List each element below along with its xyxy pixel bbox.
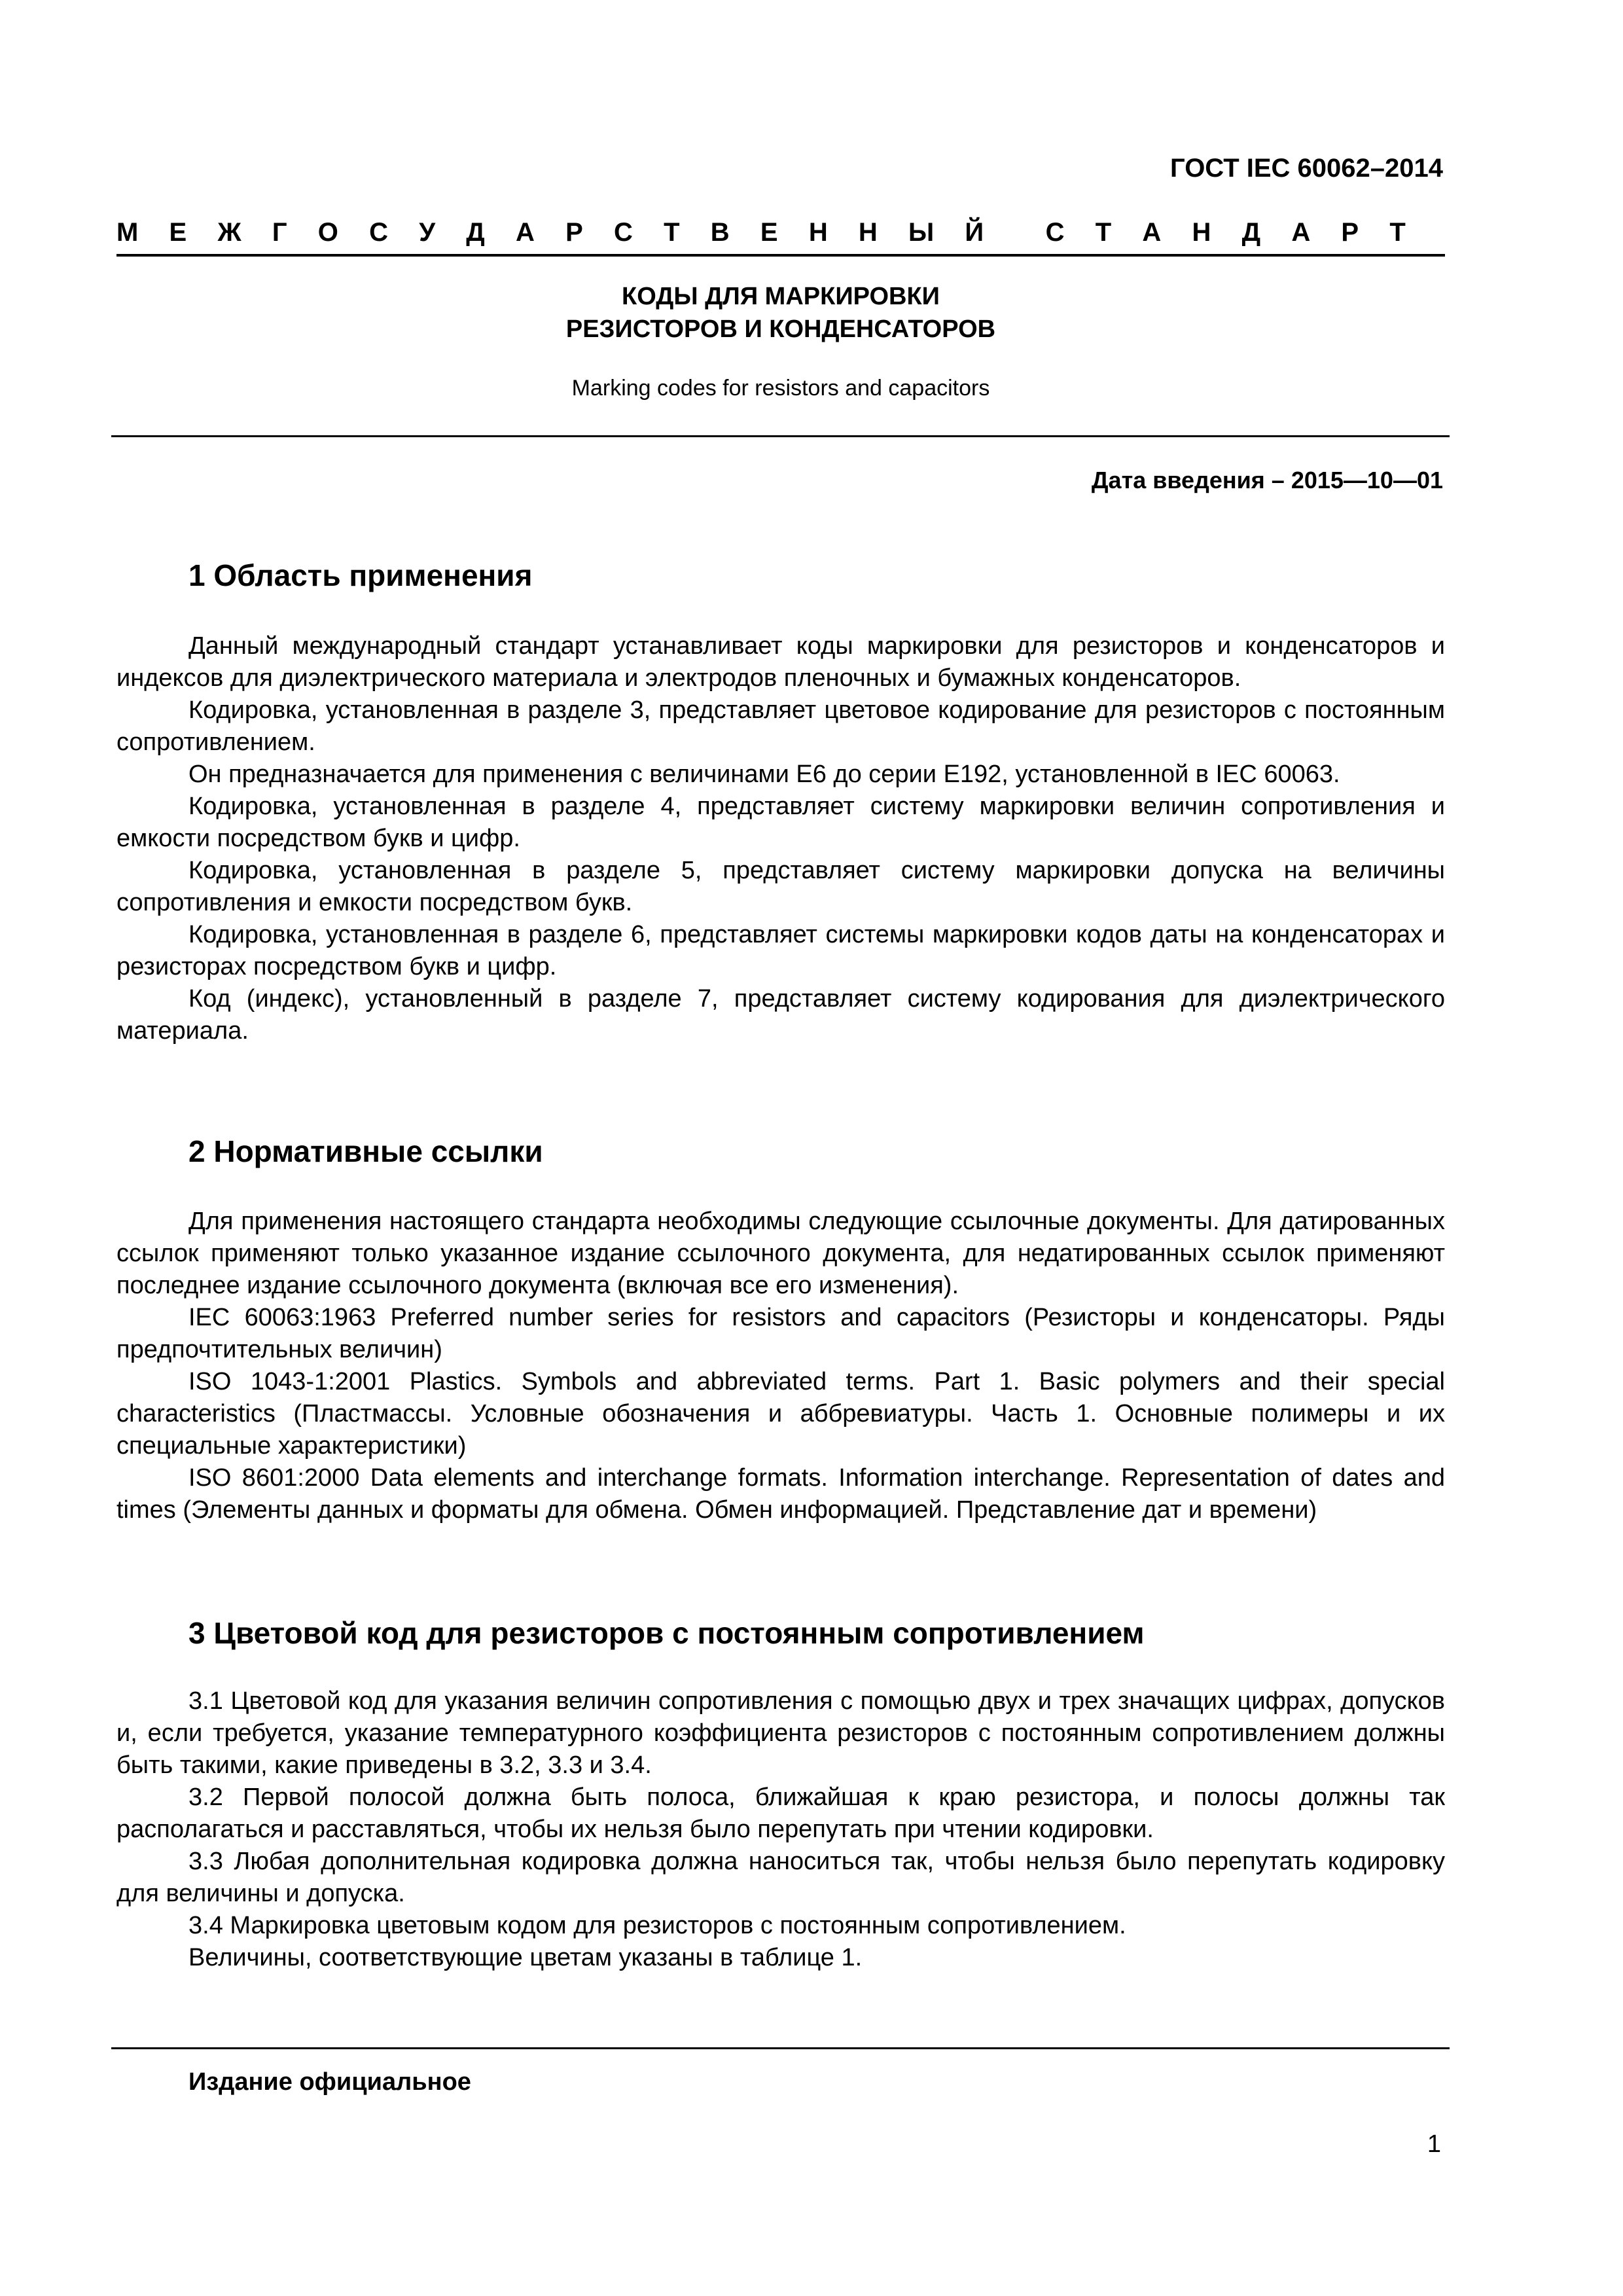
title-line-1: КОДЫ ДЛЯ МАРКИРОВКИ xyxy=(622,283,940,310)
heading-letter: Н xyxy=(858,218,878,247)
gost-number: ГОСТ IEC 60062–2014 xyxy=(1170,154,1443,183)
heading-letter: В xyxy=(710,218,730,247)
paragraph: ISO 1043-1:2001 Plastics. Symbols and abbreviated terms. Part 1. Basic polymers and their special characteristics (Пластмассы. Условные обозначения и аббревиатуры. Часть 1. Основные полимеры и их специальные характеристики) xyxy=(116,1368,1445,1460)
heading-letter: Ж xyxy=(217,218,241,247)
intro-date: Дата введения – 2015—10—01 xyxy=(1091,467,1443,493)
heading-letter: Н xyxy=(808,218,828,247)
paragraph: Кодировка, установленная в разделе 3, представляет цветовое кодирование для резисторов с постоянным сопротивлением. xyxy=(116,696,1445,756)
title-rule xyxy=(111,435,1450,437)
section-2-body xyxy=(116,1206,1445,1526)
heading-letter: М xyxy=(116,218,139,247)
paragraph: Для применения настоящего стандарта необходимы следующие ссылочные документы. Для датированных ссылок применяют только указанное издание ссылочного документа, для недатированных ссылок применяют последнее издание ссылочного документа (включая все его изменения). xyxy=(116,1208,1445,1299)
heading-letter: О xyxy=(317,218,338,247)
heading-letter: Ы xyxy=(908,218,935,247)
section-1-heading: 1 Область применения xyxy=(188,558,533,592)
title-english: Marking codes for resistors and capacitors xyxy=(571,376,990,401)
heading-letter: С xyxy=(369,218,388,247)
heading-letter: А xyxy=(516,218,535,247)
heading-letter: Т xyxy=(1389,218,1406,247)
heading-letter: Н xyxy=(1192,218,1211,247)
paragraph: 3.3 Любая дополнительная кодировка должна наноситься так, чтобы нельзя было перепутать кодировку для величины и допуска. xyxy=(116,1848,1445,1907)
edition-label: Издание официальное xyxy=(188,2068,471,2096)
section-3-heading: 3 Цветовой код для резисторов с постоянным сопротивлением xyxy=(188,1616,1145,1650)
heading-letter: Р xyxy=(565,218,583,247)
title-line-2: РЕЗИСТОРОВ И КОНДЕНСАТОРОВ xyxy=(565,315,996,343)
heading-letter: У xyxy=(419,218,436,247)
paragraph: IEC 60063:1963 Preferred number series for resistors and capacitors (Резисторы и конденсаторы. Ряды предпочтительных величин) xyxy=(116,1304,1445,1363)
paragraph: Величины, соответствующие цветам указаны в таблице 1. xyxy=(188,1944,863,1971)
heading-letter: Е xyxy=(169,218,187,247)
paragraph: 3.2 Первой полосой должна быть полоса, ближайшая к краю резистора, и полосы должны так располагаться и расставляться, чтобы их нельзя было перепутать при чтении кодировки. xyxy=(116,1784,1445,1843)
heading-letter: Т xyxy=(664,218,680,247)
heading-letter: Р xyxy=(1341,218,1359,247)
page-number: 1 xyxy=(1427,2130,1441,2158)
heading-letter: Й xyxy=(965,218,984,247)
header-rule xyxy=(116,254,1445,257)
heading-letter: А xyxy=(1142,218,1162,247)
heading-letter: С xyxy=(1045,218,1065,247)
heading-letter: Е xyxy=(760,218,778,247)
paragraph: Код (индекс), установленный в разделе 7, представляет систему кодирования для диэлектрического материала. xyxy=(116,985,1445,1045)
paragraph: 3.4 Маркировка цветовым кодом для резисторов с постоянным сопротивлением. xyxy=(188,1912,1126,1939)
heading-letter: Д xyxy=(466,218,485,247)
paragraph: 3.1 Цветовой код для указания величин сопротивления с помощью двух и трех значащих цифрах, допусков и, если требуется, указание температурного коэффициента резисторов с постоянным сопротивлением должны быть такими, какие приведены в 3.2, 3.3 и 3.4. xyxy=(116,1687,1445,1779)
section-2-heading: 2 Нормативные ссылки xyxy=(188,1134,543,1168)
paragraph: Кодировка, установленная в разделе 4, представляет систему маркировки величин сопротивления и емкости посредством букв и цифр. xyxy=(116,793,1445,852)
paragraph: ISO 8601:2000 Data elements and interchange formats. Information interchange. Representation of dates and times (Элементы данных и форматы для обмена. Обмен информацией. Представление дат и времени) xyxy=(116,1464,1445,1524)
heading-letter: С xyxy=(614,218,633,247)
heading-letter: А xyxy=(1291,218,1311,247)
paragraph: Данный международный стандарт устанавливает коды маркировки для резисторов и конденсаторов и индексов для диэлектрического материала и электродов пленочных и бумажных конденсаторов. xyxy=(116,632,1445,692)
heading-letter: Т xyxy=(1095,218,1112,247)
heading-letter: Г xyxy=(272,218,287,247)
heading-letter: Д xyxy=(1241,218,1261,247)
section-3-body xyxy=(116,1685,1445,1974)
interstate-standard-heading xyxy=(116,218,1406,247)
paragraph: Кодировка, установленная в разделе 6, представляет системы маркировки кодов даты на конденсаторах и резисторах посредством букв и цифр. xyxy=(116,921,1445,980)
paragraph: Он предназначается для применения с величинами E6 до серии E192, установленной в IEC 60063. xyxy=(188,761,1340,788)
footer-rule xyxy=(111,2047,1450,2049)
paragraph: Кодировка, установленная в разделе 5, представляет систему маркировки допуска на величины сопротивления и емкости посредством букв. xyxy=(116,857,1445,916)
section-1-body xyxy=(116,630,1445,1047)
